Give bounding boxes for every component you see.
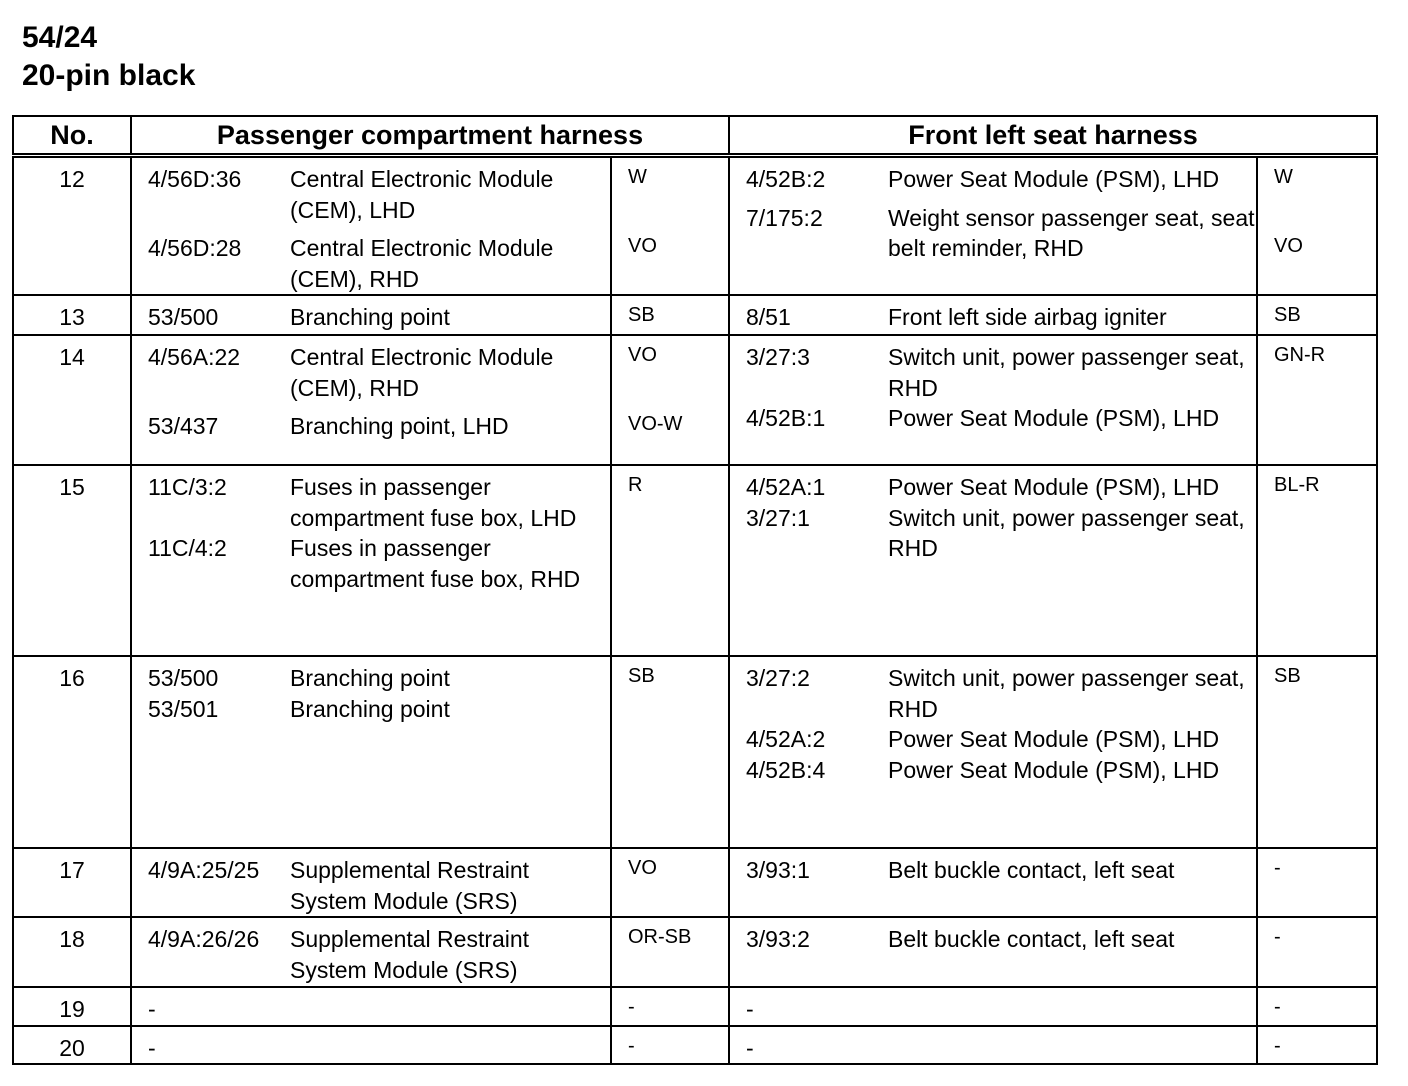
wire-color: - bbox=[628, 1034, 635, 1057]
component-description: Branching point bbox=[290, 695, 450, 722]
header-row bbox=[13, 116, 1377, 156]
component-description: Power Seat Module (PSM), LHD bbox=[888, 474, 1220, 500]
seat-harness-entries bbox=[729, 295, 1257, 335]
component-reference: - bbox=[746, 996, 754, 1022]
passenger-harness-entries bbox=[131, 1026, 611, 1065]
passenger-wire-colors bbox=[611, 1026, 729, 1065]
seat-wire-colors bbox=[1257, 295, 1377, 335]
component-reference: 4/52A:1 bbox=[746, 474, 826, 500]
wire-color: SB bbox=[1274, 304, 1301, 326]
wire-color: VO bbox=[628, 344, 657, 366]
component-description: Switch unit, power passenger seat, RHD bbox=[888, 504, 1245, 561]
component-reference: 4/52B:1 bbox=[746, 405, 826, 431]
component-description: Power Seat Module (PSM), LHD bbox=[888, 726, 1220, 752]
component-description: Belt buckle contact, left seat bbox=[888, 857, 1175, 883]
wire-color: SB bbox=[1274, 665, 1301, 687]
seat-wire-colors bbox=[1257, 335, 1377, 465]
component-reference: 7/175:2 bbox=[746, 204, 823, 231]
component-description: Power Seat Module (PSM), LHD bbox=[888, 166, 1220, 192]
component-reference: 3/27:2 bbox=[746, 665, 810, 691]
wire-color: - bbox=[1274, 996, 1281, 1018]
wire-color: W bbox=[628, 166, 647, 188]
harness-entry bbox=[746, 924, 1256, 955]
component-reference: - bbox=[148, 1034, 156, 1061]
table-row bbox=[13, 656, 1377, 848]
wire-color: SB bbox=[628, 304, 655, 326]
component-description: Power Seat Module (PSM), LHD bbox=[888, 756, 1220, 783]
passenger-harness-entries bbox=[131, 465, 611, 656]
component-description: Front left side airbag igniter bbox=[888, 304, 1167, 330]
component-description: Branching point bbox=[290, 304, 450, 330]
table-row bbox=[13, 335, 1377, 465]
seat-wire-colors bbox=[1257, 656, 1377, 848]
wire-color: VO bbox=[1274, 234, 1303, 257]
seat-wire-colors bbox=[1257, 1026, 1377, 1065]
component-description: Switch unit, power passenger seat, RHD bbox=[888, 665, 1245, 722]
pin-number: 12 bbox=[13, 156, 131, 296]
table-row bbox=[13, 917, 1377, 987]
seat-harness-entries bbox=[729, 848, 1257, 917]
component-reference: 4/52A:2 bbox=[746, 726, 826, 752]
harness-entry bbox=[746, 472, 1256, 503]
harness-entry bbox=[746, 755, 1256, 786]
harness-entry bbox=[746, 503, 1256, 564]
component-description bbox=[888, 1033, 1256, 1064]
passenger-harness-entries bbox=[131, 156, 611, 296]
harness-entry bbox=[746, 1033, 1256, 1064]
harness-entry bbox=[148, 924, 610, 985]
seat-wire-colors bbox=[1257, 917, 1377, 987]
wire-color: W bbox=[1274, 166, 1293, 188]
harness-entry bbox=[746, 663, 1256, 724]
seat-wire-colors bbox=[1257, 465, 1377, 656]
pin-number: 17 bbox=[13, 848, 131, 917]
harness-entry bbox=[148, 694, 610, 725]
component-description: Switch unit, power passenger seat, RHD bbox=[888, 344, 1245, 401]
component-reference: 11C/4:2 bbox=[148, 535, 227, 561]
component-reference: 4/52B:2 bbox=[746, 166, 826, 192]
component-description: Central Electronic Module (CEM), LHD bbox=[290, 166, 554, 223]
header-no: No. bbox=[13, 116, 131, 156]
component-description: Supplemental Restraint System Module (SRS) bbox=[290, 926, 530, 983]
pin-table bbox=[12, 115, 1378, 1065]
wire-color: VO bbox=[628, 857, 657, 879]
harness-entry bbox=[148, 1033, 610, 1064]
table-body bbox=[13, 156, 1377, 1065]
component-reference: 53/501 bbox=[148, 695, 219, 722]
header-seat-harness: Front left seat harness bbox=[729, 116, 1377, 156]
component-description: Branching point bbox=[290, 665, 450, 691]
harness-entry bbox=[746, 724, 1256, 755]
seat-harness-entries bbox=[729, 1026, 1257, 1065]
pin-number: 20 bbox=[13, 1026, 131, 1065]
component-reference: 53/500 bbox=[148, 304, 219, 330]
component-reference: 3/27:3 bbox=[746, 344, 810, 370]
harness-entry bbox=[746, 342, 1256, 403]
passenger-harness-entries bbox=[131, 848, 611, 917]
component-reference: 53/437 bbox=[148, 413, 219, 439]
passenger-wire-colors bbox=[611, 465, 729, 656]
connector-description: 20-pin black bbox=[22, 59, 196, 92]
harness-entry bbox=[148, 533, 610, 594]
component-reference: 3/27:1 bbox=[746, 504, 810, 531]
seat-harness-entries bbox=[729, 335, 1257, 465]
passenger-harness-entries bbox=[131, 656, 611, 848]
seat-harness-entries bbox=[729, 917, 1257, 987]
wire-color: VO-W bbox=[628, 412, 683, 435]
wire-color: GN-R bbox=[1274, 344, 1326, 366]
wire-color: VO bbox=[628, 234, 657, 257]
wire-color: - bbox=[1274, 1034, 1281, 1057]
passenger-wire-colors bbox=[611, 917, 729, 987]
component-description bbox=[290, 1033, 610, 1064]
seat-harness-entries bbox=[729, 465, 1257, 656]
component-reference: 4/52B:4 bbox=[746, 756, 826, 783]
component-description: Branching point, LHD bbox=[290, 413, 509, 439]
harness-entry bbox=[148, 472, 610, 533]
component-reference: - bbox=[746, 1034, 754, 1061]
harness-entry bbox=[148, 663, 610, 694]
wire-color: - bbox=[1274, 926, 1281, 948]
table-row bbox=[13, 465, 1377, 656]
harness-entry bbox=[148, 164, 610, 225]
passenger-wire-colors bbox=[611, 156, 729, 296]
harness-entry bbox=[746, 203, 1256, 264]
component-description bbox=[888, 994, 1256, 1025]
passenger-harness-entries bbox=[131, 335, 611, 465]
pin-number: 18 bbox=[13, 917, 131, 987]
seat-harness-entries bbox=[729, 156, 1257, 296]
harness-entry bbox=[746, 302, 1256, 333]
pin-number: 15 bbox=[13, 465, 131, 656]
component-description: Belt buckle contact, left seat bbox=[888, 926, 1175, 952]
passenger-wire-colors bbox=[611, 335, 729, 465]
component-description: Central Electronic Module (CEM), RHD bbox=[290, 344, 554, 401]
passenger-wire-colors bbox=[611, 848, 729, 917]
harness-entry bbox=[746, 164, 1256, 195]
wire-color: OR-SB bbox=[628, 926, 692, 948]
connector-id: 54/24 bbox=[22, 21, 98, 54]
component-description: Power Seat Module (PSM), LHD bbox=[888, 405, 1220, 431]
component-reference: 3/93:1 bbox=[746, 857, 810, 883]
pin-number: 14 bbox=[13, 335, 131, 465]
seat-wire-colors bbox=[1257, 987, 1377, 1026]
harness-entry bbox=[148, 233, 610, 294]
seat-harness-entries bbox=[729, 656, 1257, 848]
wire-color: - bbox=[1274, 857, 1281, 879]
harness-entry bbox=[148, 855, 610, 916]
table-row bbox=[13, 156, 1377, 296]
table-row bbox=[13, 295, 1377, 335]
table-row bbox=[13, 987, 1377, 1026]
passenger-harness-entries bbox=[131, 987, 611, 1026]
component-description: Fuses in passenger compartment fuse box, RHD bbox=[290, 535, 581, 592]
component-description: Weight sensor passenger seat, seat belt reminder, RHD bbox=[888, 204, 1255, 261]
component-description: Fuses in passenger compartment fuse box, LHD bbox=[290, 474, 577, 531]
component-reference: 11C/3:2 bbox=[148, 474, 227, 500]
header-passenger-harness: Passenger compartment harness bbox=[131, 116, 729, 156]
harness-entry bbox=[148, 994, 610, 1025]
passenger-wire-colors bbox=[611, 295, 729, 335]
harness-entry bbox=[148, 302, 610, 333]
harness-entry bbox=[746, 403, 1256, 434]
component-description: Supplemental Restraint System Module (SRS) bbox=[290, 857, 530, 914]
pin-number: 16 bbox=[13, 656, 131, 848]
pin-number: 19 bbox=[13, 987, 131, 1026]
passenger-wire-colors bbox=[611, 987, 729, 1026]
harness-entry bbox=[148, 411, 610, 442]
table-row bbox=[13, 1026, 1377, 1065]
component-reference: - bbox=[148, 996, 156, 1022]
component-reference: 4/56A:22 bbox=[148, 344, 241, 370]
harness-entry bbox=[148, 342, 610, 403]
component-reference: 4/9A:26/26 bbox=[148, 926, 260, 952]
wire-color: SB bbox=[628, 665, 655, 687]
component-reference: 3/93:2 bbox=[746, 926, 810, 952]
component-reference: 8/51 bbox=[746, 304, 791, 330]
pin-number: 13 bbox=[13, 295, 131, 335]
passenger-harness-entries bbox=[131, 295, 611, 335]
passenger-harness-entries bbox=[131, 917, 611, 987]
wire-color: R bbox=[628, 474, 643, 496]
harness-entry bbox=[746, 994, 1256, 1025]
component-reference: 4/56D:36 bbox=[148, 166, 242, 192]
seat-harness-entries bbox=[729, 987, 1257, 1026]
component-description: Central Electronic Module (CEM), RHD bbox=[290, 235, 554, 292]
component-description bbox=[290, 994, 610, 1025]
table-row bbox=[13, 848, 1377, 917]
component-reference: 53/500 bbox=[148, 665, 219, 691]
passenger-wire-colors bbox=[611, 656, 729, 848]
wire-color: - bbox=[628, 996, 635, 1018]
harness-entry bbox=[746, 855, 1256, 886]
seat-wire-colors bbox=[1257, 848, 1377, 917]
component-reference: 4/9A:25/25 bbox=[148, 857, 260, 883]
wire-color: BL-R bbox=[1274, 474, 1320, 496]
seat-wire-colors bbox=[1257, 156, 1377, 296]
component-reference: 4/56D:28 bbox=[148, 235, 242, 261]
